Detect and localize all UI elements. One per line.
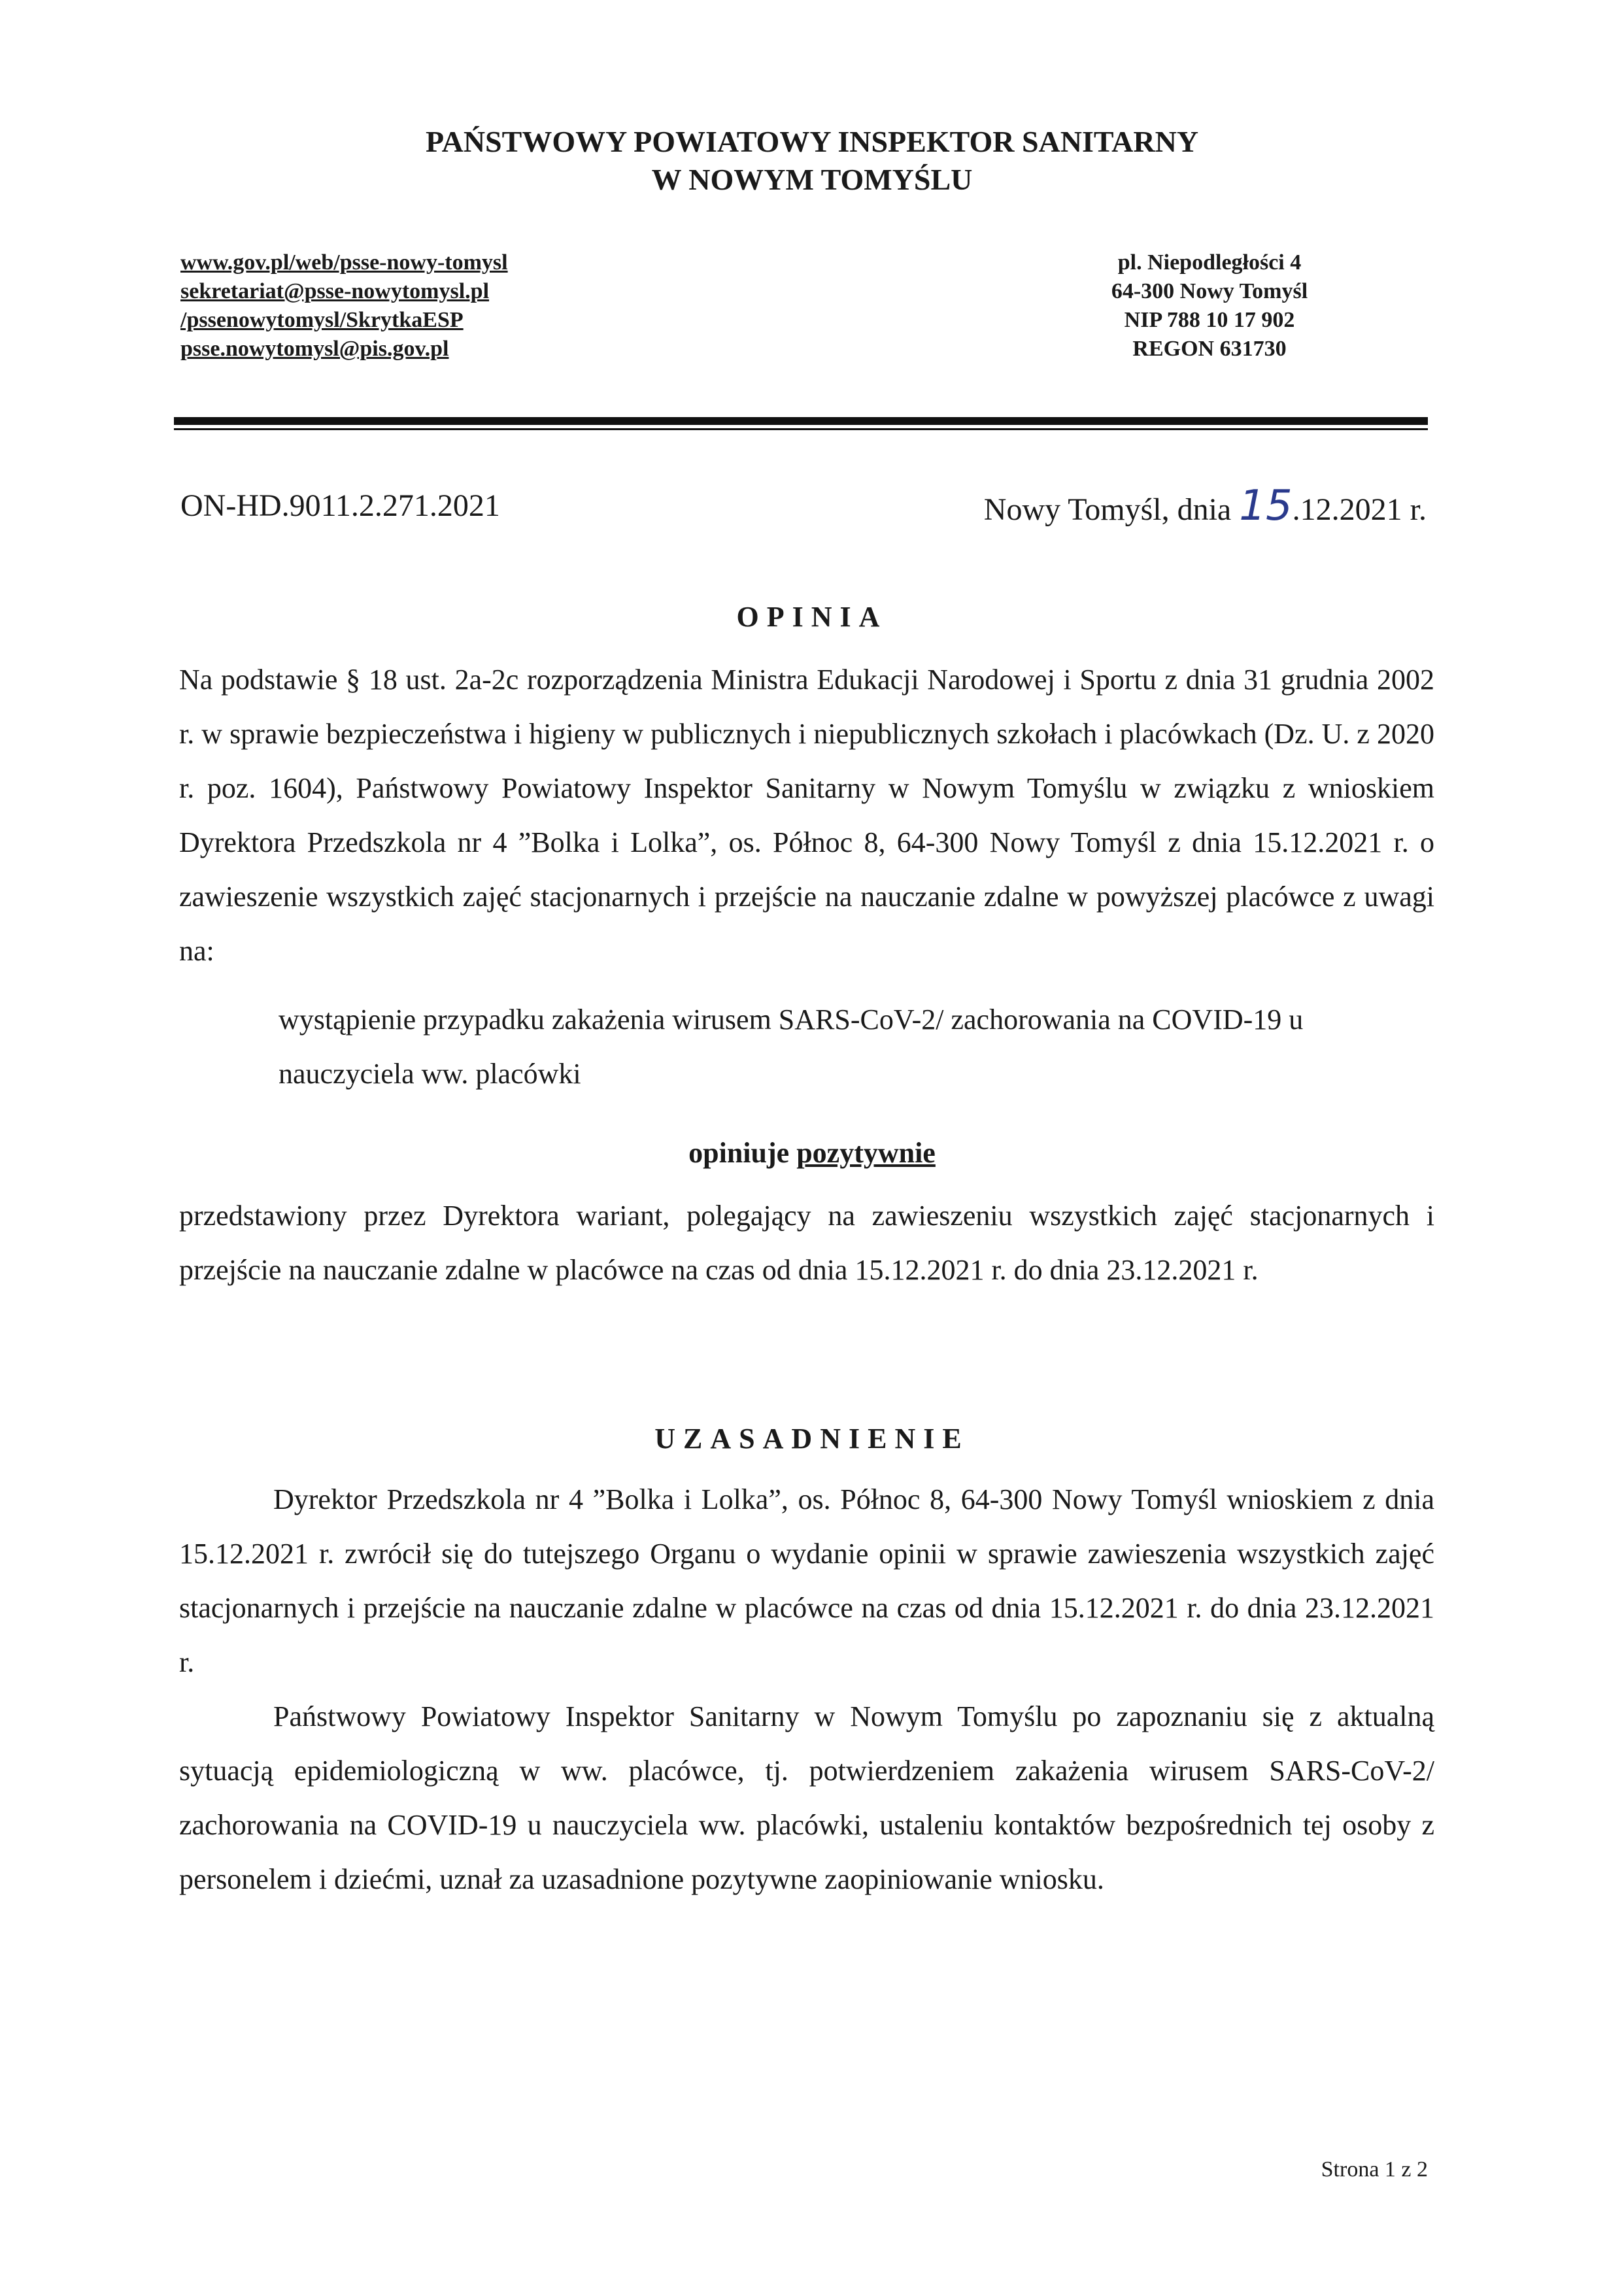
uzasadnienie-paragraph-1: Dyrektor Przedszkola nr 4 ”Bolka i Lolka”, os. Północ 8, 64-300 Nowy Tomyśl wnioskiem z dnia 15.12.2021 r. zwrócił się do tutejszego Organu o wydanie opinii w sprawie zawieszenia wszystkich zajęć stacjonarnych i przejście na nauczanie zdalne w placówce na czas od dnia 15.12.2021 r. do dnia 23.12.2021 r. [179, 1483, 1434, 1678]
reference-number: ON-HD.9011.2.271.2021 [180, 488, 500, 523]
opinia-basis-text: Na podstawie § 18 ust. 2a-2c rozporządzenia Ministra Edukacji Narodowej i Sportu z dnia 31 grudnia 2002 r. w sprawie bezpieczeństwa i higieny w publicznych i niepublicznych szkołach i placówkach (Dz. U. z 2020 r. poz. 1604), Państwowy Powiatowy Inspektor Sanitarny w Nowym Tomyślu w związku z wnioskiem Dyrektora Przedszkola nr 4 ”Bolka i Lolka”, os. Północ 8, 64-300 Nowy Tomyśl z dnia 15.12.2021 r. o zawieszenie wszystkich zajęć stacjonarnych i przejście na nauczanie zdalne w powyższej placówce z uwagi na: [179, 664, 1434, 967]
authority-title-line1: PAŃSTWOWY POWIATOWY INSPEKTOR SANITARNY [425, 125, 1199, 158]
regon: REGON 631730 [1132, 337, 1287, 361]
authority-title-line2: W NOWYM TOMYŚLU [651, 163, 973, 196]
uzasadnienie-paragraph-2: Państwowy Powiatowy Inspektor Sanitarny w Nowym Tomyślu po zapoznaniu się z aktualną sytuacją epidemiologiczną w ww. placówce, tj. potwierdzeniem zakażenia wirusem SARS-CoV-2/ zachorowania na COVID-19 u nauczyciela ww. placówki, ustaleniu kontaktów bezpośrednich tej osoby z personelem i dziećmi, uznał za uzasadnione pozytywne zaopiniowanie wniosku. [179, 1700, 1434, 1895]
opinia-paragraph [179, 652, 1434, 978]
header-divider-thin [174, 428, 1428, 430]
contact-left [180, 248, 508, 363]
pis-email-link[interactable]: psse.nowytomysl@pis.gov.pl [180, 337, 449, 361]
epuap-link[interactable]: /pssenowytomysl/SkrytkaESP [180, 308, 464, 332]
date-prefix: Nowy Tomyśl, dnia [983, 492, 1232, 527]
uzasadnienie-heading: UZASADNIENIE [654, 1423, 970, 1455]
verdict [0, 1136, 1624, 1170]
date-suffix: .12.2021 r. [1292, 492, 1427, 527]
reason-text: wystąpienie przypadku zakażenia wirusem SARS-CoV-2/ zachorowania na COVID-19 u nauczyciela ww. placówki [279, 1004, 1304, 1090]
address-city: 64-300 Nowy Tomyśl [1111, 279, 1308, 303]
opinia-heading: OPINIA [736, 601, 888, 633]
contact-right [1066, 248, 1353, 363]
opinia-reason [279, 992, 1436, 1101]
page-number: Strona 1 z 2 [1321, 2157, 1428, 2182]
uzasadnienie-body [179, 1472, 1434, 1906]
email-link[interactable]: sekretariat@psse-nowytomysl.pl [180, 279, 490, 303]
website-link[interactable]: www.gov.pl/web/psse-nowy-tomysl [180, 250, 508, 275]
nip: NIP 788 10 17 902 [1124, 308, 1295, 332]
opinia-conclusion [179, 1189, 1434, 1297]
address-street: pl. Niepodległości 4 [1117, 250, 1302, 275]
verdict-prefix: opiniuje [688, 1137, 790, 1169]
reference-date [983, 482, 1427, 530]
conclusion-text: przedstawiony przez Dyrektora wariant, polegający na zawieszeniu wszystkich zajęć stacjonarnych i przejście na nauczanie zdalne w placówce na czas od dnia 15.12.2021 r. do dnia 23.12.2021 r. [179, 1200, 1434, 1286]
date-day-handwritten: 15 [1239, 482, 1293, 530]
verdict-positive: pozytywnie [796, 1137, 936, 1169]
header-divider-thick [174, 417, 1428, 425]
